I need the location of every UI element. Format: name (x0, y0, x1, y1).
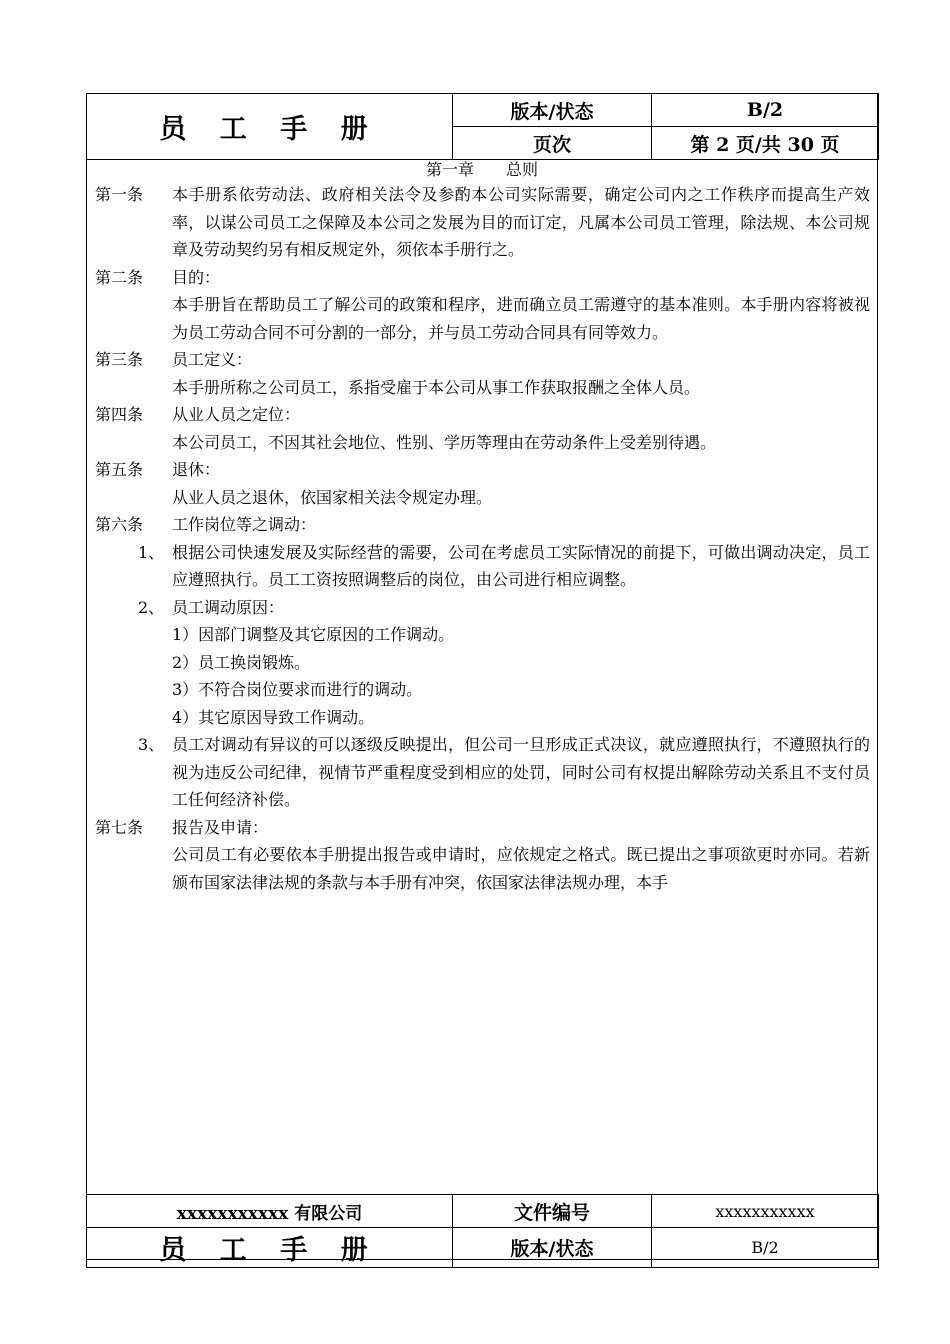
article-7 (86, 814, 878, 897)
article-label: 第六条 (95, 515, 144, 534)
article-label: 第二条 (95, 267, 144, 287)
page-label: 页次 (453, 127, 652, 160)
article-text: 本手册所称之公司员工，系指受雇于本公司从事工作获取报酬之全体人员。 (172, 377, 701, 397)
item-number: 3、 (138, 735, 165, 754)
version-label: 版本/状态 (453, 94, 652, 127)
article-heading: 报告及申请： (172, 817, 269, 837)
article-2 (86, 264, 878, 347)
article-label: 第七条 (95, 817, 144, 837)
article-heading: 工作岗位等之调动： (172, 515, 317, 534)
version-label-footer: 版本/状态 (453, 1228, 652, 1268)
item-text: 员工对调动有异议的可以逐级反映提出，但公司一旦形成正式决议，就应遵照执行，不遵照执行的视为违反公司纪律，视情节严重程度受到相应的处罚，同时公司有权提出解除劳动关系且不支付员工任何经济补偿。 (172, 735, 870, 809)
list-item (86, 731, 878, 814)
article-3 (86, 346, 878, 401)
item-number: 2、 (138, 597, 165, 617)
list-item (86, 539, 878, 594)
footer-table (86, 1194, 879, 1268)
article-label: 第四条 (95, 405, 144, 424)
item-number: 1、 (138, 542, 165, 562)
sub-item: 4）其它原因导致工作调动。 (172, 707, 375, 727)
article-5 (86, 456, 878, 511)
list-item (86, 594, 878, 622)
article-label: 第一条 (95, 185, 144, 204)
article-label: 第三条 (95, 350, 144, 369)
article-text: 本公司员工，不因其社会地位、性别、学历等理由在劳动条件上受差别待遇。 (172, 432, 717, 452)
item-text: 根据公司快速发展及实际经营的需要，公司在考虑员工实际情况的前提下，可做出调动决定，员工应遵照执行。员工工资按照调整后的岗位，由公司进行相应调整。 (172, 542, 870, 589)
article-heading: 目的： (172, 267, 221, 287)
article-heading: 退休： (172, 460, 221, 479)
version-value: B/2 (652, 94, 879, 127)
article-1 (86, 181, 878, 264)
article-label: 第五条 (95, 460, 144, 479)
page-value: 第 2 页/共 30 页 (652, 127, 879, 160)
article-text: 本手册旨在帮助员工了解公司的政策和程序，进而确立员工需遵守的基本准则。本手册内容将被视为员工劳动合同不可分割的一部分，并与员工劳动合同具有同等效力。 (172, 295, 870, 342)
handbook-title-footer: 员 工 手 册 (87, 1228, 453, 1268)
sub-item: 3）不符合岗位要求而进行的调动。 (172, 680, 423, 699)
header-table (86, 93, 879, 160)
item-text: 员工调动原因： (172, 597, 285, 617)
doc-number-value: xxxxxxxxxxx (652, 1195, 879, 1228)
company-name: xxxxxxxxxxx 有限公司 (87, 1195, 453, 1228)
doc-number-label: 文件编号 (453, 1195, 652, 1228)
document-body (86, 159, 878, 896)
article-text: 从业人员之退休，依国家相关法令规定办理。 (172, 487, 493, 507)
version-value-footer: B/2 (652, 1228, 879, 1268)
article-text: 公司员工有必要依本手册提出报告或申请时，应依规定之格式。既已提出之事项欲更时亦同。若新颁布国家法律法规的条款与本手册有冲突，依国家法律法规办理，本手 (172, 845, 870, 892)
article-text: 本手册系依劳动法、政府相关法令及参酌本公司实际需要，确定公司内之工作秩序而提高生产效率，以谋公司员工之保障及本公司之发展为目的而订定，凡属本公司员工管理，除法规、本公司规章及劳动契约另有相反规定外，须依本手册行之。 (172, 185, 870, 259)
article-heading: 员工定义： (172, 350, 253, 369)
chapter-title: 第一章 总则 (425, 160, 538, 179)
article-heading: 从业人员之定位： (172, 405, 301, 424)
sub-item: 2）员工换岗锻炼。 (172, 652, 311, 672)
sub-item: 1）因部门调整及其它原因的工作调动。 (172, 625, 455, 644)
article-6 (86, 511, 878, 814)
article-4 (86, 401, 878, 456)
handbook-title: 员 工 手 册 (87, 94, 453, 160)
